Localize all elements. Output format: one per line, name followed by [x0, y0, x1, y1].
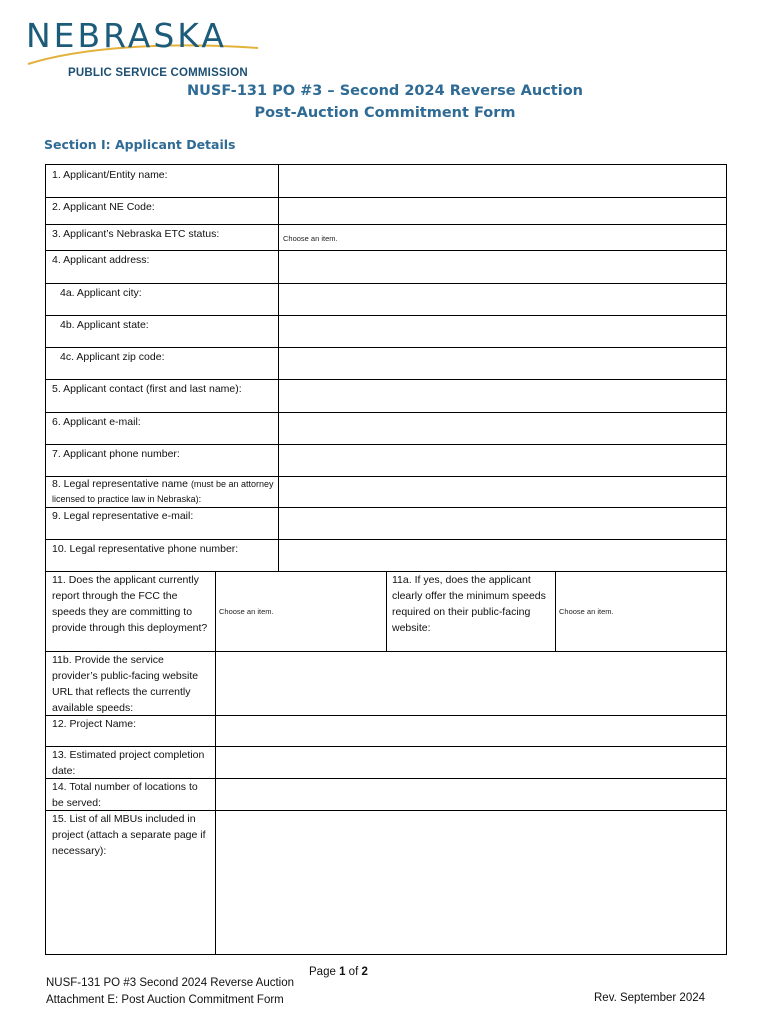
field-label: 10. Legal representative phone number:	[52, 543, 239, 555]
logo-wordmark: NEBRASKA	[26, 16, 227, 55]
row-legal-rep-name	[46, 476, 726, 507]
nebraska-psc-logo	[26, 16, 276, 84]
field-label: 5. Applicant contact (first and last name):	[52, 383, 242, 395]
ne-code-input[interactable]	[279, 198, 726, 224]
row-city	[46, 283, 726, 315]
row-phone	[46, 444, 726, 476]
field-label: 9. Legal representative e-mail:	[52, 510, 194, 522]
phone-input[interactable]	[279, 445, 726, 476]
logo-subtitle: PUBLIC SERVICE COMMISSION	[68, 67, 248, 79]
section-heading: Section I: Applicant Details	[44, 137, 236, 152]
row-legal-rep-email	[46, 507, 726, 539]
row-etc-status	[46, 224, 726, 250]
field-label: 4c. Applicant zip code:	[60, 351, 165, 363]
page-number: Page 1 of 2	[309, 966, 368, 978]
footer-form-id: NUSF-131 PO #3 Second 2024 Reverse Auction	[46, 977, 295, 989]
row-zip	[46, 347, 726, 379]
contact-input[interactable]	[279, 380, 726, 412]
field-label: 11b. Provide the service provider’s public-facing website URL that reflects the currently available speeds:	[52, 654, 199, 714]
form-subtitle: Post-Auction Commitment Form	[254, 105, 516, 121]
project-name-input[interactable]	[216, 716, 726, 746]
completion-date-input[interactable]	[216, 747, 726, 778]
etc-status-dropdown[interactable]: Choose an item.	[283, 234, 338, 243]
mbus-input[interactable]	[216, 811, 726, 954]
legal-rep-name-input[interactable]	[279, 477, 726, 507]
website-url-input[interactable]	[216, 652, 726, 715]
row-locations	[46, 778, 726, 810]
row-email	[46, 412, 726, 444]
email-input[interactable]	[279, 413, 726, 444]
state-input[interactable]	[279, 316, 726, 347]
form-title: NUSF-131 PO #3 – Second 2024 Reverse Auction	[187, 83, 583, 99]
applicant-details-form	[45, 164, 727, 955]
row-mbus	[46, 810, 726, 954]
footer-revision: Rev. September 2024	[594, 992, 706, 1004]
fcc-speeds-dropdown[interactable]: Choose an item.	[219, 607, 274, 616]
field-label: 11. Does the applicant currently report through the FCC the speeds they are committing to provide through this deployment?	[52, 574, 208, 634]
field-label: 15. List of all MBUs included in project (attach a separate page if necessary):	[52, 813, 206, 857]
field-label: 2. Applicant NE Code:	[52, 201, 155, 213]
field-label: 7. Applicant phone number:	[52, 448, 180, 460]
field-label: 8. Legal representative name (must be an attorney licensed to practice law in Nebraska):	[52, 478, 274, 504]
field-label: 14. Total number of locations to be served:	[52, 781, 198, 809]
field-label: 11a. If yes, does the applicant clearly offer the minimum speeds required on their public-facing website:	[392, 574, 546, 634]
field-label: 1. Applicant/Entity name:	[52, 169, 168, 181]
row-website-url	[46, 651, 726, 715]
locations-input[interactable]	[216, 779, 726, 810]
row-ne-code	[46, 197, 726, 224]
field-label: 6. Applicant e-mail:	[52, 416, 141, 428]
legal-rep-phone-input[interactable]	[279, 540, 726, 571]
row-state	[46, 315, 726, 347]
row-address	[46, 250, 726, 283]
city-input[interactable]	[279, 284, 726, 315]
row-contact	[46, 379, 726, 412]
row-fcc-speeds	[46, 571, 726, 651]
website-speeds-dropdown[interactable]: Choose an item.	[559, 607, 614, 616]
row-applicant-name	[46, 164, 726, 197]
address-input[interactable]	[279, 251, 726, 283]
field-label: 3. Applicant’s Nebraska ETC status:	[52, 228, 220, 240]
legal-rep-email-input[interactable]	[279, 508, 726, 539]
field-label: 13. Estimated project completion date:	[52, 749, 205, 777]
row-legal-rep-phone	[46, 539, 726, 571]
zip-input[interactable]	[279, 348, 726, 379]
applicant-name-input[interactable]	[279, 165, 726, 197]
row-completion-date	[46, 746, 726, 778]
field-label: 4. Applicant address:	[52, 254, 150, 266]
field-label: 12. Project Name:	[52, 718, 137, 730]
field-label: 4a. Applicant city:	[60, 287, 142, 299]
field-label: 4b. Applicant state:	[60, 319, 149, 331]
row-project-name	[46, 715, 726, 746]
footer-attachment: Attachment E: Post Auction Commitment Form	[46, 994, 284, 1006]
